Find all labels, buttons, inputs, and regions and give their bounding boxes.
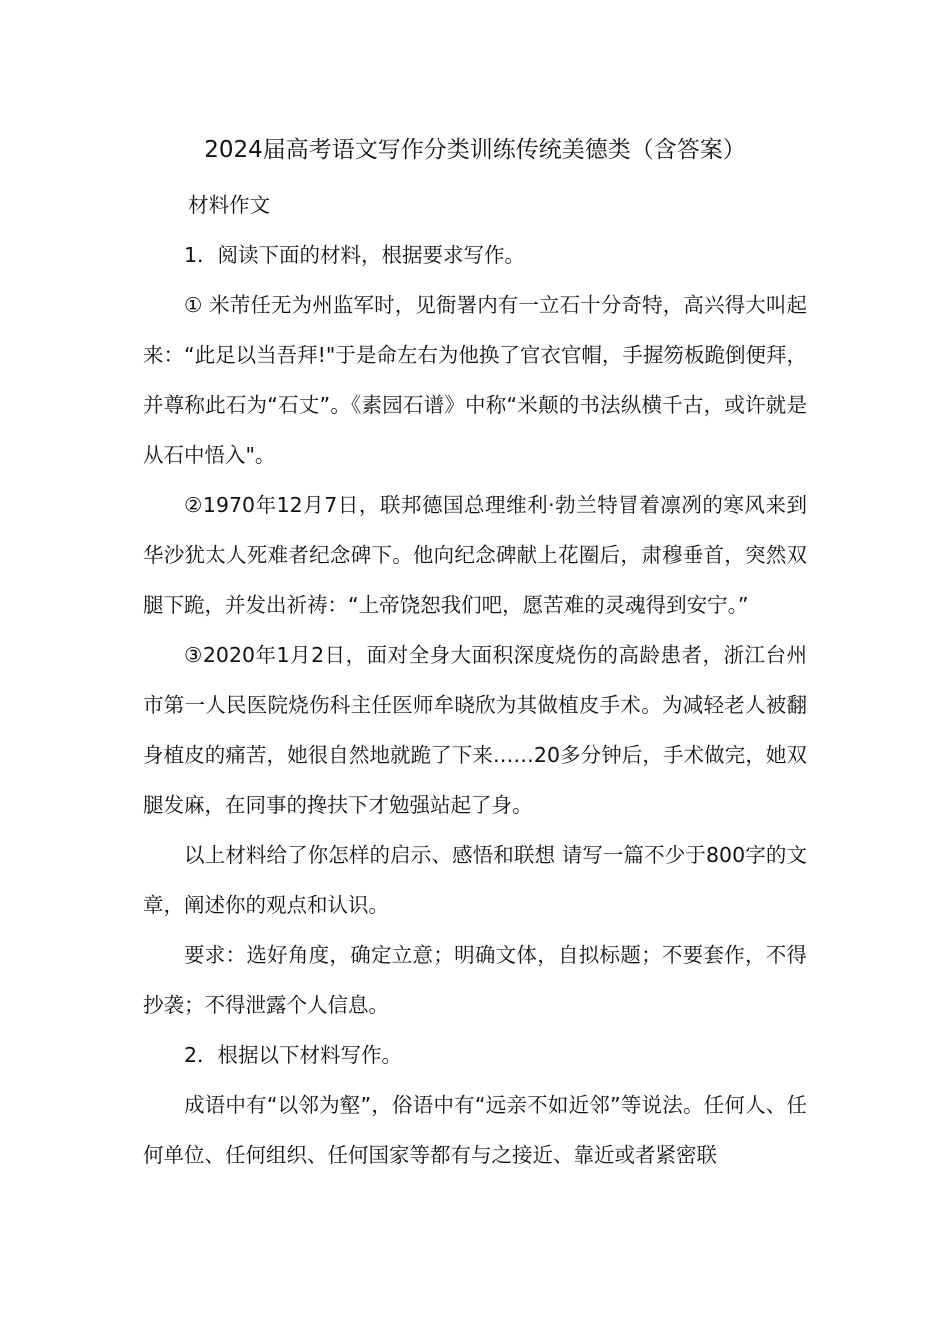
question-1-material-3: ③2020年1月2日，面对全身大面积深度烧伤的高龄患者，浙江台州市第一人民医院烧伤科主任医师牟晓欣为其做植皮手术。为减轻老人被翻身植皮的痛苦，她很自然地就跪了下来……20多分钟后，手术做完，她双腿发麻，在同事的搀扶下才勉强站起了身。	[143, 643, 807, 817]
question-1-material-2: ②1970年12月7日，联邦德国总理维利·勃兰特冒着凛冽的寒风来到华沙犹太人死难者纪念碑下。他向纪念碑献上花圈后，肃穆垂首，突然双腿下跪，并发出祈祷：“上帝饶恕我们吧，愿苦难的灵魂得到安宁。”	[143, 493, 807, 617]
question-2-prompt: 2．根据以下材料写作。	[184, 1043, 403, 1067]
question-1-prompt: 1．阅读下面的材料，根据要求写作。	[184, 243, 526, 267]
question-1-task: 以上材料给了你怎样的启示、感悟和联想 请写一篇不少于800字的文章，阐述你的观点和认识。	[143, 843, 807, 917]
question-2-material: 成语中有“以邻为壑”，俗语中有“远亲不如近邻”等说法。任何人、任何单位、任何组织、任何国家等都有与之接近、靠近或者紧密联	[143, 1093, 807, 1167]
document-body	[143, 180, 807, 1180]
question-1-requirements: 要求：选好角度，确定立意；明确文体，自拟标题；不要套作，不得抄袭；不得泄露个人信息。	[143, 943, 807, 1017]
section-heading: 材料作文	[188, 193, 271, 217]
document-title: 2024届高考语文写作分类训练传统美德类（含答案）	[204, 137, 746, 163]
question-1-material-1: ① 米芾任无为州监军时，见衙署内有一立石十分奇特，高兴得大叫起来：“此足以当吾拜!"于是命左右为他换了官衣官帽，手握笏板跪倒便拜，并尊称此石为“石丈”。《素园石谱》中称“米颠的书法纵横千古，或许就是从石中悟入"。	[143, 293, 807, 467]
